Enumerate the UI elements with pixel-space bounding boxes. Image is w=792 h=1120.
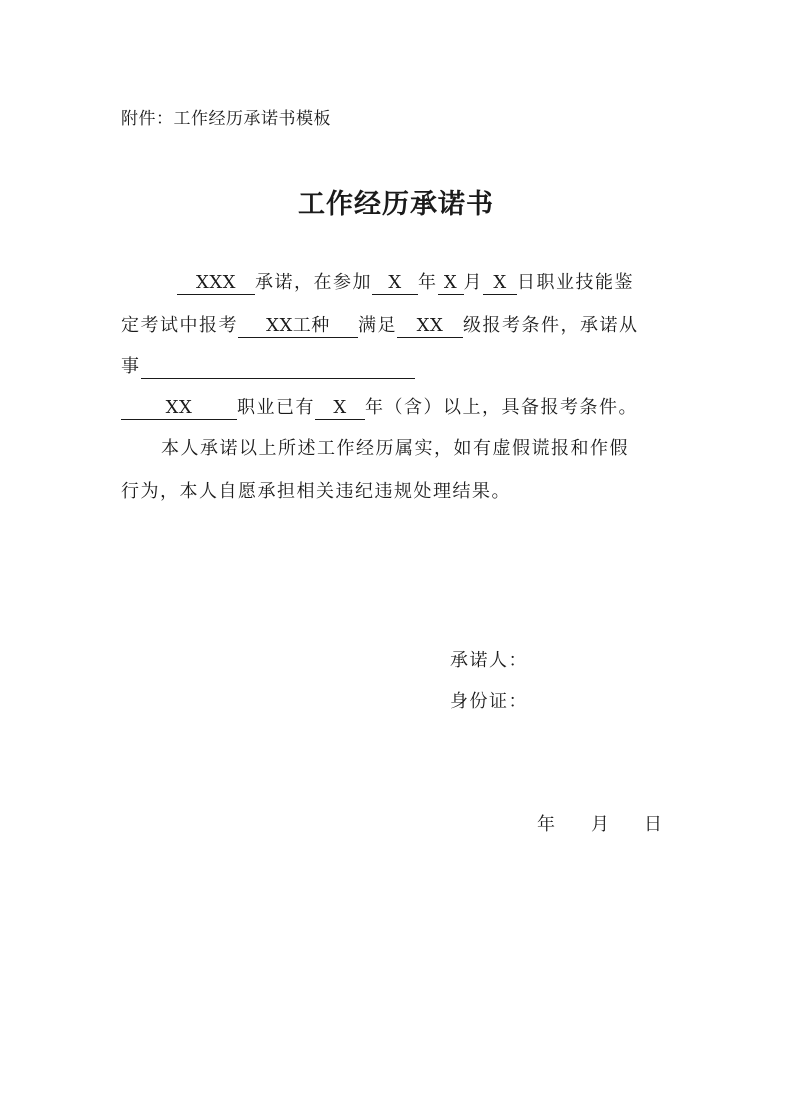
name-blank: XXX [177, 272, 255, 295]
date-day-label: 日 [644, 814, 662, 835]
exam-day-blank: X [483, 272, 517, 295]
line1-text-a: 承诺，在参加 [255, 272, 372, 293]
line4-text-b: 年（含）以上，具备报考条件。 [365, 397, 638, 418]
paragraph2-text-a: 本人承诺以上所述工作经历属实，如有虚假谎报和作假 [161, 438, 629, 459]
occupation-blank: XX [121, 397, 237, 420]
line2-text-c: 级报考条件，承诺从 [463, 315, 639, 336]
date-year-label: 年 [537, 814, 555, 835]
paragraph1-line1 [121, 271, 677, 295]
paragraph1-line3 [121, 355, 677, 379]
exam-year-blank: X [372, 272, 418, 295]
document-title: 工作经历承诺书 [298, 189, 494, 220]
line1-year-unit: 年 [418, 272, 438, 293]
line1-month-unit: 月 [463, 272, 483, 293]
paragraph1-line4 [121, 396, 677, 420]
line3-text-a: 事 [121, 356, 141, 377]
paragraph1-line2 [121, 314, 677, 338]
id-label: 身份证： [450, 691, 528, 712]
line2-text-b: 满足 [358, 315, 397, 336]
level-blank: XX [397, 315, 463, 338]
paragraph2-text-b: 行为，本人自愿承担相关违纪违规处理结果。 [121, 481, 511, 502]
line4-text-a: 职业已有 [237, 397, 315, 418]
occupation-long-blank [141, 356, 415, 379]
date-month-label: 月 [591, 814, 609, 835]
paragraph2-line2 [121, 480, 677, 504]
years-blank: X [315, 397, 365, 420]
job-blank: XX工种 [238, 315, 358, 338]
line2-text-a: 定考试中报考 [121, 315, 238, 336]
paragraph2-line1 [121, 437, 677, 461]
attachment-note: 附件：工作经历承诺书模板 [121, 109, 331, 129]
promiser-label: 承诺人： [450, 650, 528, 671]
line1-text-b: 日职业技能鉴 [517, 272, 634, 293]
exam-month-blank: X [438, 272, 464, 295]
